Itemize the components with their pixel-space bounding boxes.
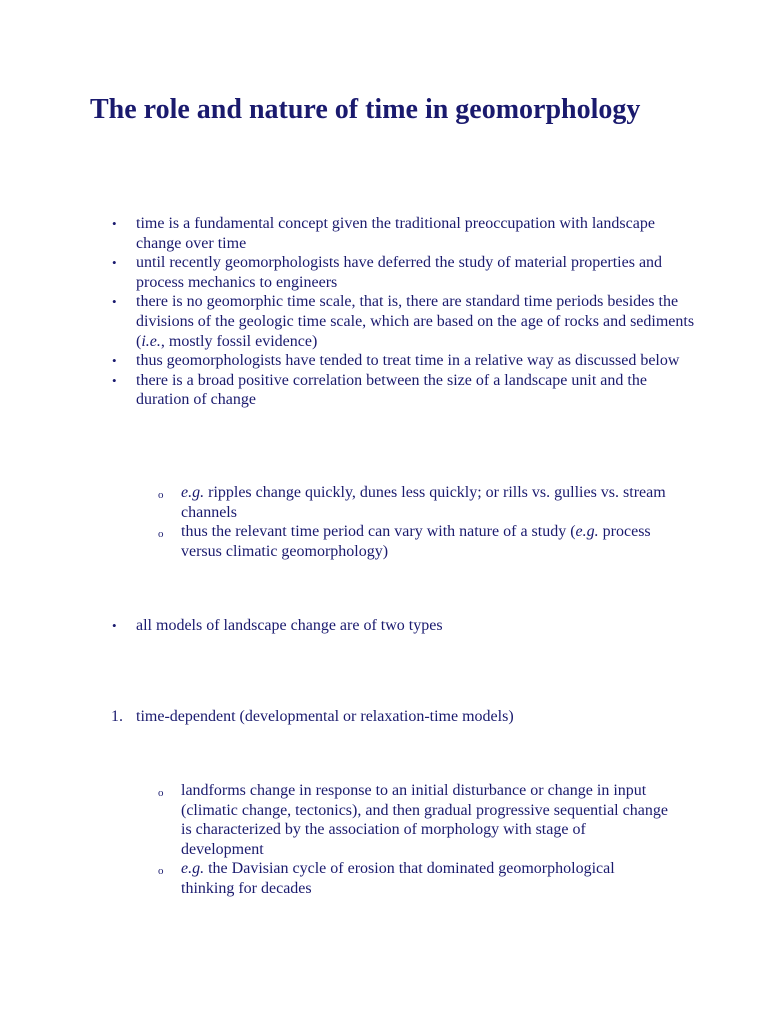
numbered-list — [111, 707, 696, 727]
list-number: 1. — [111, 708, 123, 725]
list-item — [136, 616, 696, 636]
list-item — [181, 483, 671, 522]
list-item-text: , mostly fossil evidence) — [160, 332, 318, 350]
list-item-text: until recently geomorphologists have deferred the study of material properties and process mechanics to engineers — [136, 254, 663, 291]
emphasis-text: e.g. — [181, 484, 205, 501]
list-item — [181, 522, 671, 561]
list-item-text: time-dependent (developmental or relaxation-time models) — [136, 708, 514, 725]
list-item — [136, 253, 696, 292]
list-item-text: there is no geomorphic time scale, that is, there are standard time periods besides the divisions of the geologic time scale, which are based on the age of rocks and sediments ( — [136, 293, 695, 350]
page-title: The role and nature of time in geomorphology — [90, 94, 641, 125]
list-item-text: ripples change quickly, dunes less quickly; or rills vs. gullies vs. stream channels — [181, 484, 666, 521]
bullet-list-types — [136, 616, 696, 636]
list-item-text: thus the relevant time period can vary with nature of a study ( — [181, 523, 576, 541]
list-item — [181, 781, 671, 859]
list-item-text: there is a broad positive correlation between the size of a landscape unit and the duration of change — [136, 371, 647, 409]
list-item — [136, 214, 696, 253]
emphasis-text: e.g. — [181, 860, 205, 878]
emphasis-text: e.g. — [575, 523, 599, 541]
list-item-text: process versus climatic geomorphology) — [181, 523, 651, 560]
list-item — [136, 292, 696, 351]
list-item-text: landforms change in response to an initial disturbance or change in input (climatic change, tectonics), and then gradual progressive sequential change is characterized by the association of morphology with stage of development — [181, 782, 668, 858]
list-item-text: thus geomorphologists have tended to treat time in a relative way as discussed below — [136, 352, 680, 370]
list-item — [111, 707, 696, 727]
list-item-text: time is a fundamental concept given the traditional preoccupation with landscape change over time — [136, 215, 655, 252]
sub-bullet-list-1 — [181, 483, 671, 561]
list-item-text: all models of landscape change are of two types — [136, 617, 443, 634]
emphasis-text: i.e. — [141, 332, 161, 350]
bullet-list-main — [136, 214, 696, 410]
list-item — [181, 859, 671, 898]
list-item — [136, 371, 696, 410]
list-item — [136, 351, 696, 371]
sub-bullet-list-2 — [181, 781, 671, 899]
list-item-text: the Davisian cycle of erosion that dominated geomorphological thinking for decades — [181, 860, 615, 897]
